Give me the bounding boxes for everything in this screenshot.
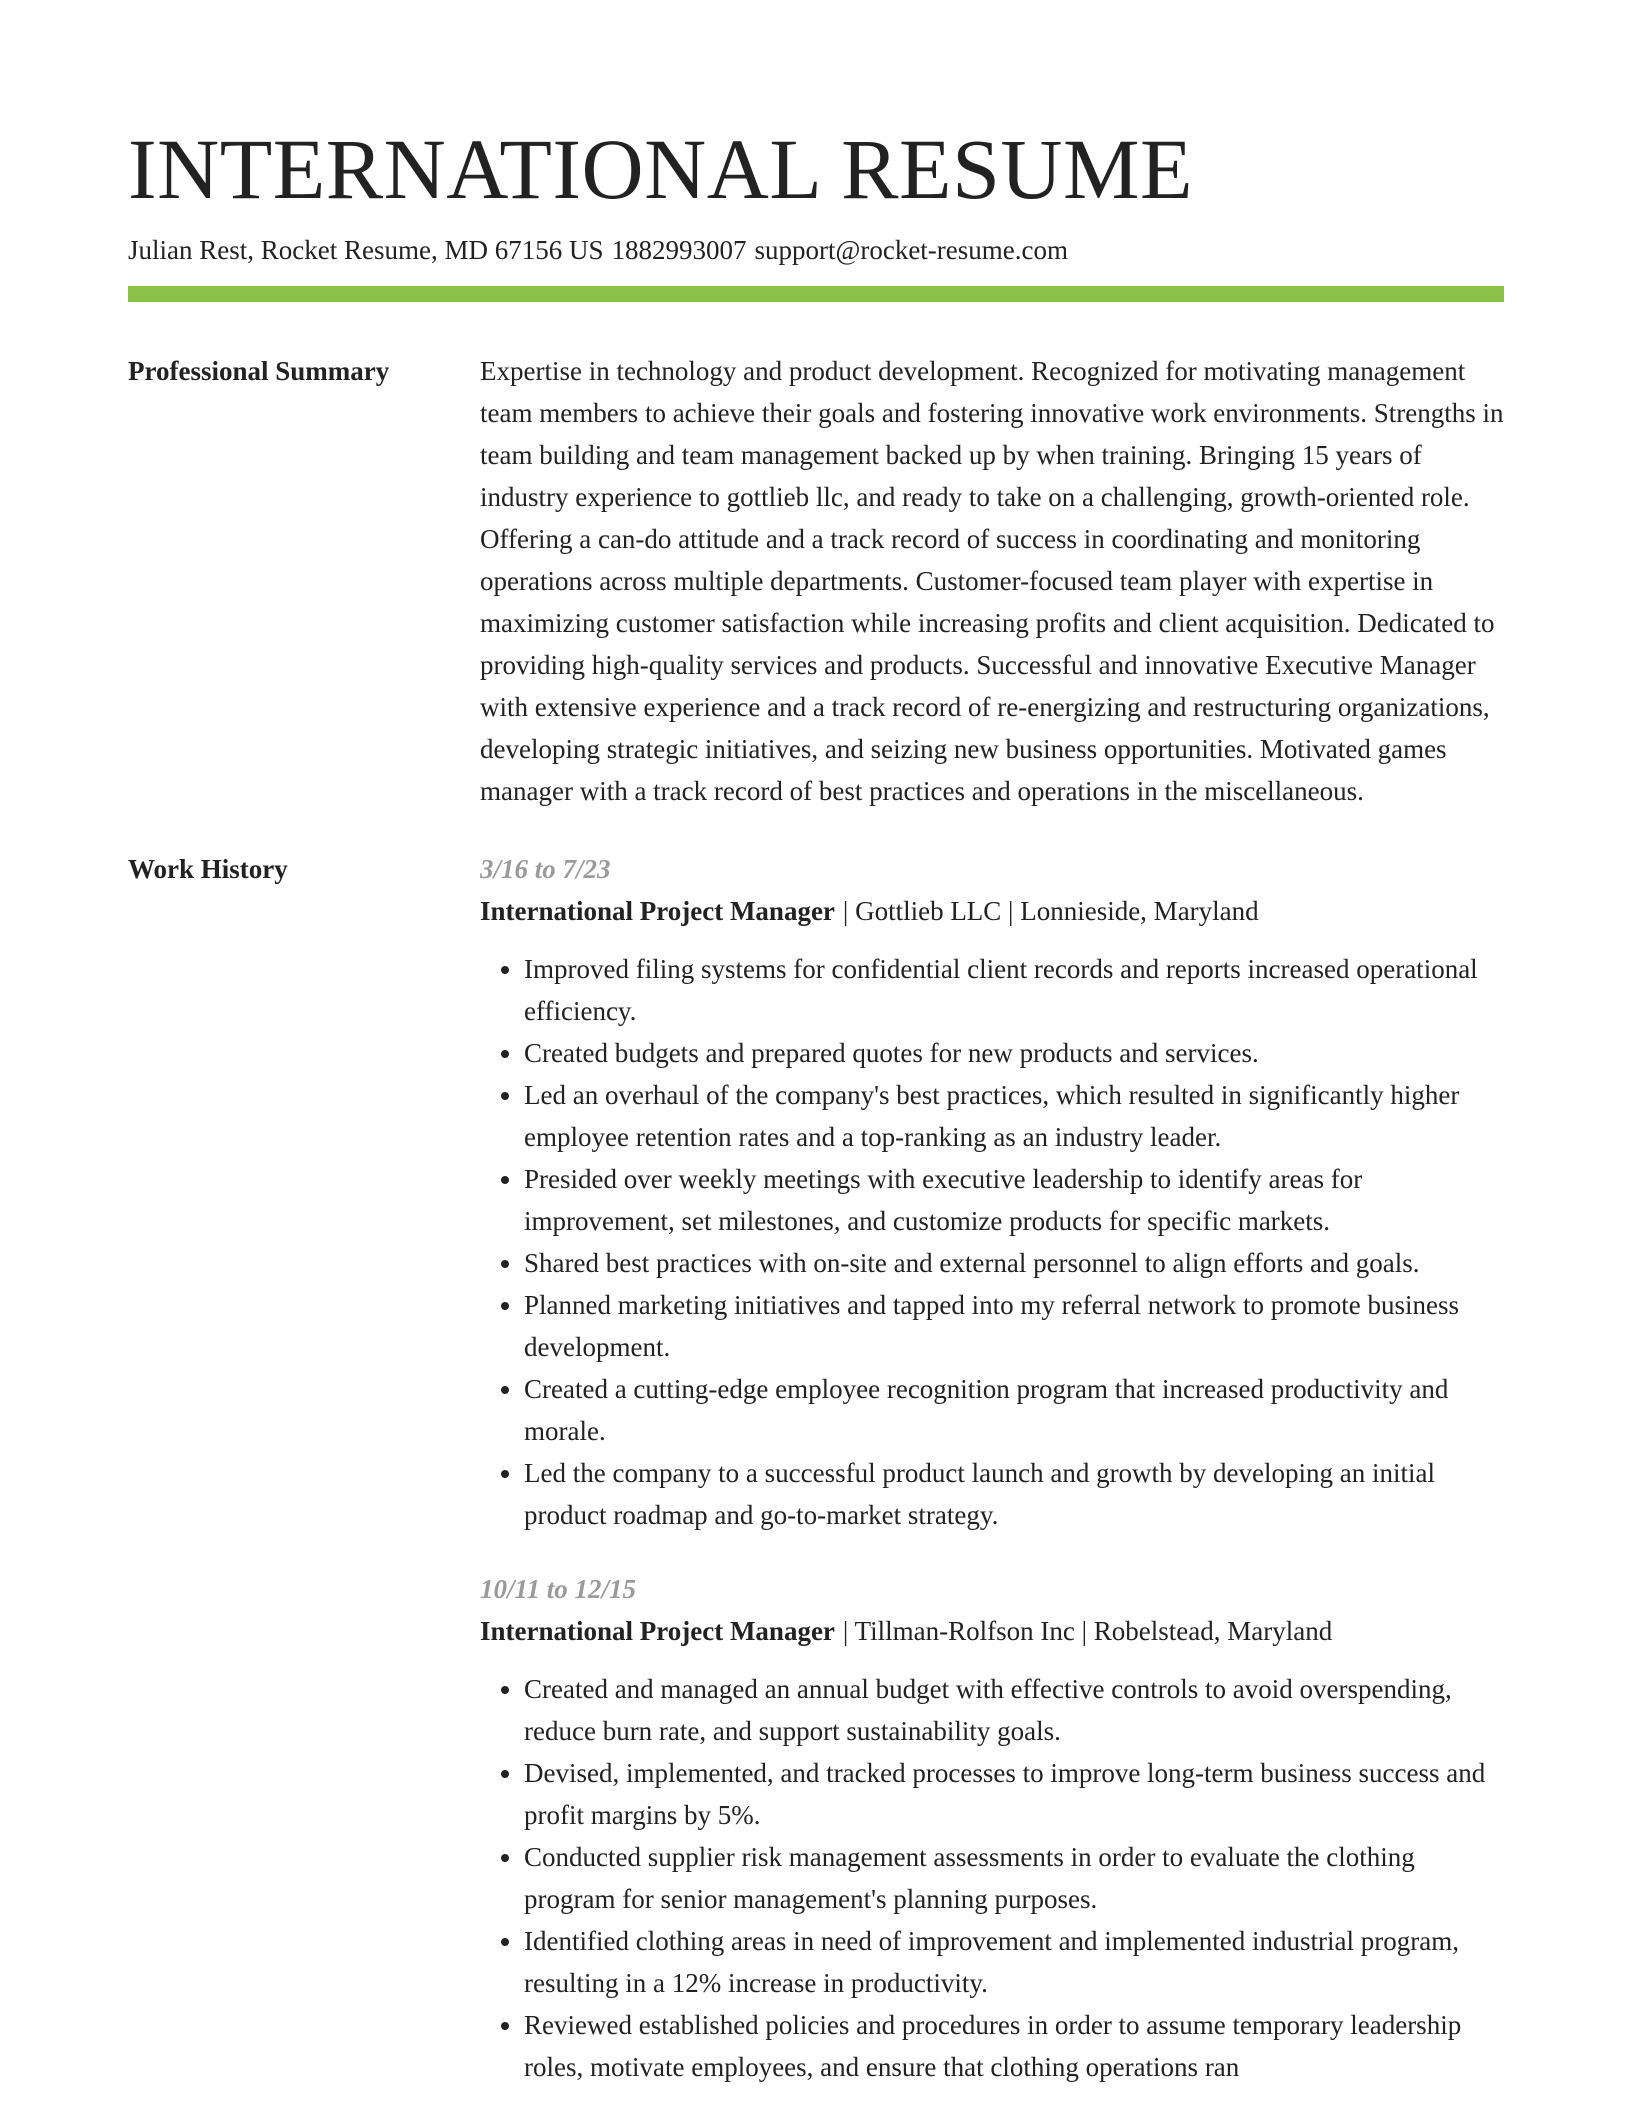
job-details: | Gottlieb LLC | Lonnieside, Maryland bbox=[842, 896, 1259, 927]
job-bullet: • Identified clothing areas in need of improvement and implemented industrial program, resulting in a 12% increase in productivity. bbox=[524, 1920, 1504, 2004]
summary-section bbox=[128, 350, 1504, 812]
job-bullet: • Led an overhaul of the company's best practices, which resulted in significantly higher employee retention rates and a top-ranking as an industry leader. bbox=[524, 1074, 1504, 1158]
job-bullet: • Improved filing systems for confidential client records and reports increased operational efficiency. bbox=[524, 948, 1504, 1032]
work-history-section bbox=[128, 848, 1504, 2088]
job-title-line bbox=[480, 1610, 1504, 1652]
job-bullet: • Devised, implemented, and tracked processes to improve long-term business success and profit margins by 5%. bbox=[524, 1752, 1504, 1836]
job-bullet: • Led the company to a successful product launch and growth by developing an initial product roadmap and go-to-market strategy. bbox=[524, 1452, 1504, 1536]
work-history-heading: Work History bbox=[128, 854, 288, 885]
job-bullet: • Planned marketing initiatives and tapped into my referral network to promote business development. bbox=[524, 1284, 1504, 1368]
summary-heading: Professional Summary bbox=[128, 356, 390, 387]
job-dates: 3/16 to 7/23 bbox=[480, 854, 611, 885]
job-bullet: • Reviewed established policies and procedures in order to assume temporary leadership roles, motivate employees, and ensure that clothing operations ran bbox=[524, 2004, 1504, 2088]
job-title-line bbox=[480, 890, 1504, 932]
job-bullet: • Created budgets and prepared quotes for new products and services. bbox=[524, 1032, 1504, 1074]
contact-email: support@rocket-resume.com bbox=[754, 235, 1069, 265]
job-bullet: • Presided over weekly meetings with executive leadership to identify areas for improvement, set milestones, and customize products for specific markets. bbox=[524, 1158, 1504, 1242]
work-history-body bbox=[480, 848, 1504, 2088]
job-title: International Project Manager bbox=[480, 896, 835, 927]
contact-address: Julian Rest, Rocket Resume, MD 67156 US bbox=[128, 235, 604, 265]
summary-text: Expertise in technology and product development. Recognized for motivating management team members to achieve their goals and fostering innovative work environments. Strengths in team building and team management backed up by when training. Bringing 15 years of industry experience to gottlieb llc, and ready to take on a challenging, growth-oriented role. Offering a can-do attitude and a track record of success in coordinating and monitoring operations across multiple departments. Customer-focused team player with expertise in maximizing customer satisfaction while increasing profits and client acquisition. Dedicated to providing high-quality services and products. Successful and innovative Executive Manager with extensive experience and a track record of re-energizing and restructuring organizations, developing strategic initiatives, and seizing new business opportunities. Motivated games manager with a track record of best practices and operations in the miscellaneous. bbox=[480, 356, 1504, 807]
contact-line bbox=[128, 234, 1504, 266]
job-dates: 10/11 to 12/15 bbox=[480, 1574, 637, 1605]
job-bullets bbox=[480, 948, 1504, 1536]
job-entry bbox=[480, 1568, 1504, 2088]
job-bullet: • Conducted supplier risk management assessments in order to evaluate the clothing program for senior management's planning purposes. bbox=[524, 1836, 1504, 1920]
job-details: | Tillman-Rolfson Inc | Robelstead, Maryland bbox=[842, 1616, 1333, 1647]
resume-title: INTERNATIONAL RESUME bbox=[128, 121, 1194, 217]
job-title: International Project Manager bbox=[480, 1616, 835, 1647]
accent-divider bbox=[128, 286, 1504, 302]
job-bullet: • Shared best practices with on-site and external personnel to align efforts and goals. bbox=[524, 1242, 1504, 1284]
contact-phone: 1882993007 bbox=[611, 235, 747, 265]
job-bullet: • Created and managed an annual budget with effective controls to avoid overspending, reduce burn rate, and support sustainability goals. bbox=[524, 1668, 1504, 1752]
job-bullet: • Created a cutting-edge employee recognition program that increased productivity and morale. bbox=[524, 1368, 1504, 1452]
summary-body bbox=[480, 350, 1504, 812]
job-bullets bbox=[480, 1668, 1504, 2088]
job-entry bbox=[480, 848, 1504, 1536]
